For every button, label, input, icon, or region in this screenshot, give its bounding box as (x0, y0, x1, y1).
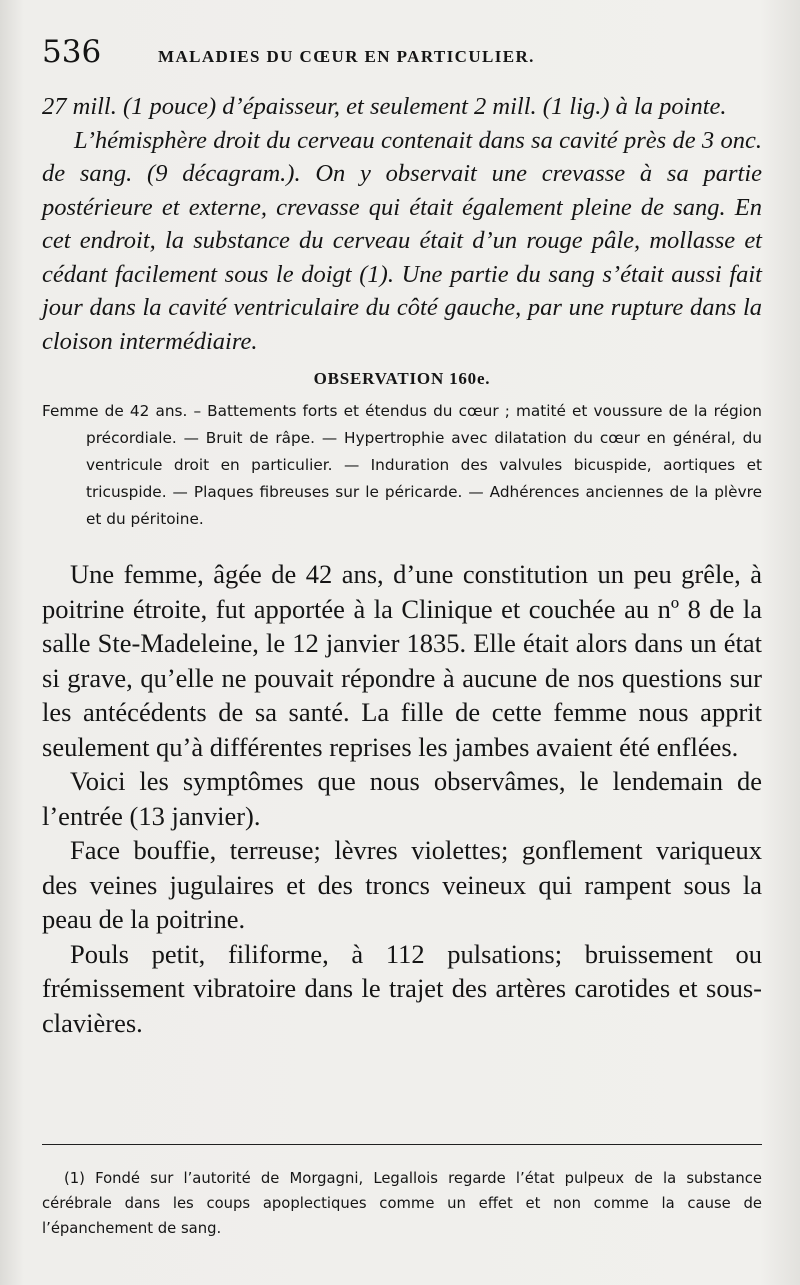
footnote-divider (42, 1144, 762, 1145)
case-continuation (42, 90, 762, 358)
italic-paragraph-1: 27 mill. (1 pouce) d’épaisseur, et seulement 2 mill. (1 lig.) à la pointe. (42, 93, 727, 120)
footnote: (1) Fondé sur l’autorité de Morgagni, Legallois regarde l’état pulpeux de la substance cérébrale dans les coups apoplectiques comme un effet et non comme la cause de l’épanchement de sang. (42, 1170, 762, 1237)
body-paragraph-3: Face bouffie, terreuse; lèvres violettes; gonflement variqueux des veines jugulaires et des troncs veineux qui rampent sous la peau de la poitrine. (42, 835, 762, 934)
observation-body (42, 557, 762, 1040)
observation-title: OBSERVATION 160e. (313, 369, 491, 388)
body-paragraph-2: Voici les symptômes que nous observâmes, le lendemain de l’entrée (13 janvier). (42, 766, 762, 831)
running-head (42, 34, 762, 90)
running-title: MALADIES DU CŒUR EN PARTICULIER. (158, 47, 535, 66)
observation-summary: Femme de 42 ans. – Battements forts et étendus du cœur ; matité et voussure de la région précordiale. — Bruit de râpe. — Hypertrophie avec dilatation du cœur en général, du ventricule droit en particulier. — Induration des valvules bicuspide, aortiques et tricuspide. — Plaques fibreuses sur le péricarde. — Adhérences anciennes de la plèvre et du péritoine. (42, 402, 762, 528)
body-paragraph-1: Une femme, âgée de 42 ans, d’une constitution un peu grêle, à poitrine étroite, fut apportée à la Clinique et couchée au nº 8 de la salle Ste-Madeleine, le 12 janvier 1835. Elle était alors dans un état si grave, qu’elle ne pouvait répondre à aucune de nos questions sur les antécédents de sa santé. La fille de cette femme nous apprit seulement qu’à différentes reprises les jambes avaient été enflées. (42, 559, 762, 762)
body-paragraph-4: Pouls petit, filiforme, à 112 pulsations; bruissement ou frémissement vibratoire dans le trajet des artères carotides et sous-clavières. (42, 938, 762, 1038)
page-number: 536 (42, 34, 102, 70)
italic-paragraph-2: L’hémisphère droit du cerveau contenait dans sa cavité près de 3 onc. de sang. (9 décagram.). On y observait une crevasse à sa partie postérieure et externe, crevasse qui était également pleine de sang. En cet endroit, la substance du cerveau était d’un rouge pâle, mollasse et cédant facilement sous le doigt (1). Une partie du sang s’était aussi fait jour dans la cavité ventriculaire du côté gauche, par une rupture dans la cloison intermédiaire. (42, 126, 762, 355)
